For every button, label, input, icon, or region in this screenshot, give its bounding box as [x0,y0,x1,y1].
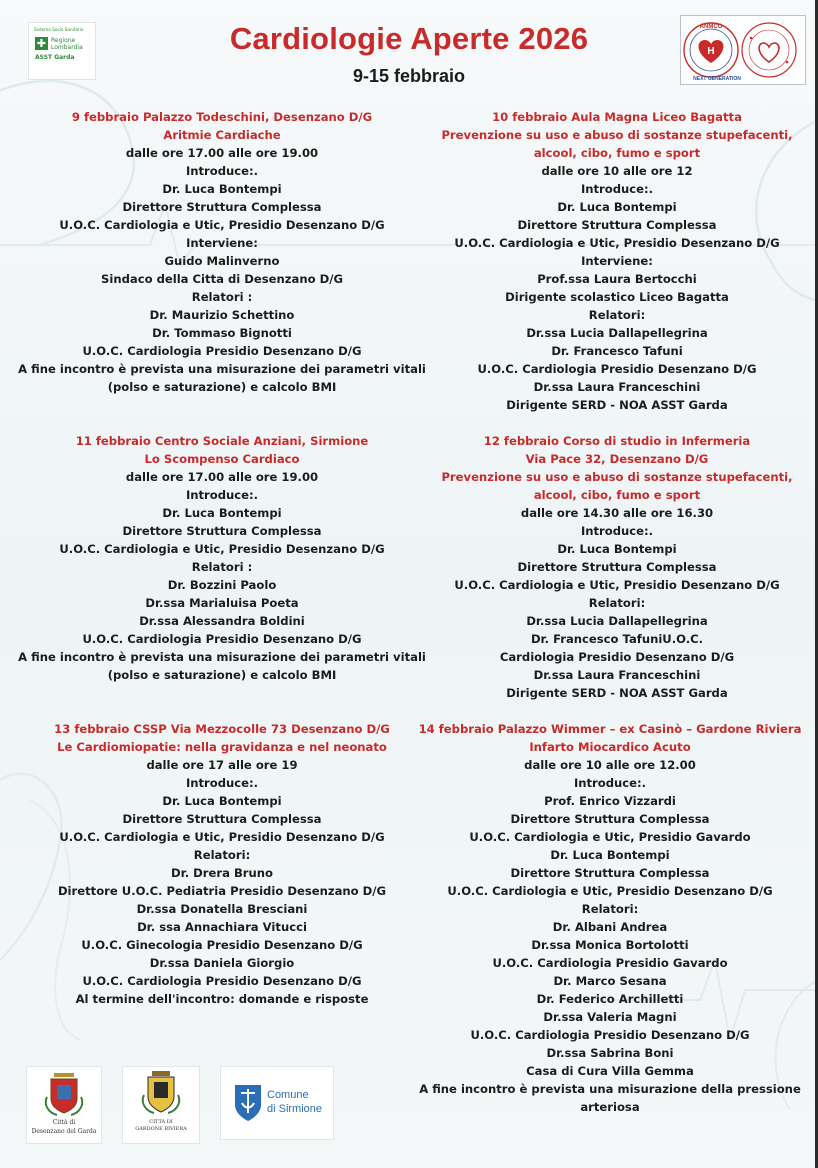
event-detail-line: dalle ore 17.00 alle ore 19.00 [125,146,319,160]
event-detail-line: Introduce:. [580,524,654,538]
event-detail-line: dalle ore 17.00 alle ore 19.00 [125,470,319,484]
event-card-12-febbraio [410,432,818,702]
event-detail-line: A fine incontro è prevista una misurazione della pressione [419,1082,801,1096]
event-heading-line: Lo Scompenso Cardiaco [144,452,300,466]
sirmione-caption-1: Comune [267,1089,309,1101]
event-detail-line: Dr.ssa Daniela Giorgio [149,956,295,970]
event-card-11-febbraio [10,432,434,684]
event-heading-line: 10 febbraio Aula Magna Liceo Bagatta [492,110,742,124]
event-detail-line: A fine incontro è prevista una misurazione dei parametri vitali [18,362,426,376]
event-detail-line: A fine incontro è prevista una misurazione dei parametri vitali [18,650,426,664]
event-detail-line: Introduce:. [185,776,259,790]
event-detail-line: Interviene: [581,254,653,268]
svg-text:H: H [707,46,715,57]
event-detail-line: Direttore Struttura Complessa [510,812,710,826]
event-detail-line: U.O.C. Cardiologia e Utic, Presidio Desenzano D/G [454,236,780,250]
event-detail-line: Dr.ssa Laura Franceschini [533,380,701,394]
event-detail-line: Dr.ssa Lucia Dallapellegrina [526,326,708,340]
event-detail-line: Dr.ssa Laura Franceschini [533,668,701,682]
event-detail-line: U.O.C. Cardiologia e Utic, Presidio Desenzano D/G [59,218,385,232]
event-detail-line: Dr.ssa Donatella Bresciani [136,902,308,916]
event-detail-line: dalle ore 14.30 alle ore 16.30 [520,506,714,520]
event-heading-line: 12 febbraio Corso di studio in Infermeria [483,434,751,448]
event-detail-line: Dr.ssa Sabrina Boni [546,1046,674,1060]
sirmione-caption-2: di Sirmione [267,1103,323,1115]
event-detail-line: Dr. Tommaso Bignotti [152,326,292,340]
event-detail-line: Dr. Federico Archilletti [536,992,684,1006]
gardone-caption-2: GARDONE RIVIERA [135,1126,187,1132]
event-detail-line: (polso e saturazione) e calcolo BMI [107,380,337,394]
event-detail-line: Direttore U.O.C. Pediatria Presidio Desenzano D/G [57,884,387,898]
event-heading-line: Infarto Miocardico Acuto [529,740,691,754]
event-detail-line: U.O.C. Cardiologia e Utic, Presidio Gavardo [469,830,751,844]
event-detail-line: dalle ore 10 alle ore 12.00 [524,758,696,772]
event-detail-line: U.O.C. Cardiologia Presidio Desenzano D/G [477,362,757,376]
event-detail-line: Dr. Luca Bontempi [557,542,677,556]
event-heading-line: 9 febbraio Palazzo Todeschini, Desenzano D/G [71,110,373,124]
event-detail-line: Relatori : [191,290,253,304]
event-detail-line: Dirigente SERD - NOA ASST Garda [506,686,728,700]
gardone-riviera-logo [122,1066,200,1144]
asst-logo-line3: ASST Garda [35,54,75,61]
event-detail-line: U.O.C. Cardiologia e Utic, Presidio Desenzano D/G [59,830,385,844]
event-detail-line: Dr. Luca Bontempi [162,506,282,520]
event-detail-line: Dr. ssa Annachiara Vitucci [137,920,307,934]
event-detail-line: Introduce:. [573,776,647,790]
event-detail-line: Dr.ssa Lucia Dallapellegrina [526,614,708,628]
event-detail-line: Introduce:. [185,488,259,502]
event-detail-line: Relatori: [588,596,646,610]
event-detail-line: Direttore Struttura Complessa [122,812,322,826]
event-heading-line: Le Cardiomiopatie: nella gravidanza e nel neonato [57,740,387,754]
event-detail-line: U.O.C. Cardiologia Presidio Desenzano D/G [470,1028,750,1042]
event-detail-line: U.O.C. Cardiologia e Utic, Presidio Desenzano D/G [59,542,385,556]
event-detail-line: dalle ore 10 alle ore 12 [541,164,693,178]
event-detail-line: Al termine dell'incontro: domande e risposte [75,992,369,1006]
event-detail-line: Sindaco della Citta di Desenzano D/G [101,272,343,286]
event-heading-line: 13 febbraio CSSP Via Mezzocolle 73 Desenzano D/G [54,722,390,736]
sirmione-shield-icon [233,1083,263,1123]
event-detail-line: U.O.C. Cardiologia e Utic, Presidio Desenzano D/G [454,578,780,592]
event-detail-line: Dirigente scolastico Liceo Bagatta [505,290,729,304]
event-detail-line: Dr. Marco Sesana [553,974,667,988]
asst-logo-line1: Sistema Socio Sanitario [34,27,84,32]
event-detail-line: Relatori: [588,308,646,322]
event-heading-line: Via Pace 32, Desenzano D/G [525,452,709,466]
event-detail-line: Direttore Struttura Complessa [122,524,322,538]
event-card-10-febbraio [410,108,818,414]
event-card-13-febbraio [10,720,434,1008]
event-detail-line: Casa di Cura Villa Gemma [526,1064,694,1078]
event-detail-line: Interviene: [186,236,258,250]
event-card-14-febbraio [396,720,818,1116]
event-detail-line: U.O.C. Cardiologia e Utic, Presidio Desenzano D/G [447,884,773,898]
event-detail-line: U.O.C. Cardiologia Presidio Desenzano D/G [82,632,362,646]
event-detail-line: Dr.ssa Valeria Magni [543,1010,677,1024]
event-detail-line: Dr. Luca Bontempi [557,200,677,214]
page-subtitle-dates: 9-15 febbraio [352,66,466,86]
event-card-9-febbraio [10,108,434,396]
event-heading-line: alcool, cibo, fumo e sport [533,488,701,502]
event-detail-line: Dr. Luca Bontempi [162,794,282,808]
event-heading-line: Prevenzione su uso e abuso di sostanze stupefacenti, [441,128,793,142]
event-detail-line: U.O.C. Cardiologia Presidio Desenzano D/G [82,344,362,358]
event-detail-line: Dr.ssa Marialuisa Poeta [145,596,299,610]
event-detail-line: Direttore Struttura Complessa [517,560,717,574]
event-detail-line: U.O.C. Ginecologia Presidio Desenzano D/G [81,938,363,952]
lombardia-cross-icon: ✚ [36,37,47,50]
asst-logo-lombardia: Lombardia [51,44,83,51]
sirmione-logo [220,1066,334,1140]
desenzano-crest-icon [27,1067,101,1119]
event-detail-line: Relatori: [581,902,639,916]
desenzano-caption-1: Città di [52,1119,76,1126]
event-heading-line: 14 febbraio Palazzo Wimmer – ex Casinò – Gardone Riviera [418,722,802,736]
event-heading-line: alcool, cibo, fumo e sport [533,146,701,160]
svg-text:ANMCO: ANMCO [699,24,723,30]
event-detail-line: dalle ore 17 alle ore 19 [146,758,298,772]
page-title: Cardiologie Aperte 2026 [229,21,589,56]
event-detail-line: Cardiologia Presidio Desenzano D/G [499,650,735,664]
event-detail-line: Dirigente SERD - NOA ASST Garda [506,398,728,412]
event-detail-line: Guido Malinverno [164,254,280,268]
event-detail-line: Dr. Francesco Tafuni [551,344,683,358]
event-detail-line: Dr. Francesco TafuniU.O.C. [530,632,704,646]
event-detail-line: Direttore Struttura Complessa [122,200,322,214]
gardone-crest-icon [123,1067,199,1119]
event-detail-line: Direttore Struttura Complessa [517,218,717,232]
event-heading-line: Aritmie Cardiache [163,128,281,142]
svg-text:NEXT GENERATION: NEXT GENERATION [693,76,741,82]
event-detail-line: Dr.ssa Alessandra Boldini [139,614,305,628]
event-heading-line: Prevenzione su uso e abuso di sostanze stupefacenti, [441,470,793,484]
event-detail-line: U.O.C. Cardiologia Presidio Gavardo [492,956,728,970]
event-detail-line: (polso e saturazione) e calcolo BMI [107,668,337,682]
desenzano-logo [26,1066,102,1144]
event-heading-line: 11 febbraio Centro Sociale Anziani, Sirmione [75,434,369,448]
event-detail-line: Dr. Maurizio Schettino [149,308,295,322]
event-detail-line: Direttore Struttura Complessa [510,866,710,880]
event-detail-line: Dr. Luca Bontempi [162,182,282,196]
event-detail-line: Introduce:. [185,164,259,178]
event-detail-line: Introduce:. [580,182,654,196]
event-detail-line: Relatori : [191,560,253,574]
event-detail-line: arteriosa [580,1100,640,1114]
event-detail-line: Relatori: [193,848,251,862]
event-detail-line: Dr. Drera Bruno [171,866,273,880]
event-detail-line: U.O.C. Cardiologia Presidio Desenzano D/G [82,974,362,988]
event-detail-line: Dr. Luca Bontempi [550,848,670,862]
event-detail-line: Dr. Albani Andrea [552,920,668,934]
asst-logo-regione: Regione [51,37,76,44]
event-detail-line: Prof. Enrico Vizzardi [544,794,676,808]
gardone-caption-1: CITTÀ DI [149,1119,173,1125]
desenzano-caption-2: Desenzano del Garda [31,1128,97,1135]
event-detail-line: Dr.ssa Monica Bortolotti [531,938,689,952]
event-detail-line: Dr. Bozzini Paolo [167,578,277,592]
event-detail-line: Prof.ssa Laura Bertocchi [537,272,697,286]
